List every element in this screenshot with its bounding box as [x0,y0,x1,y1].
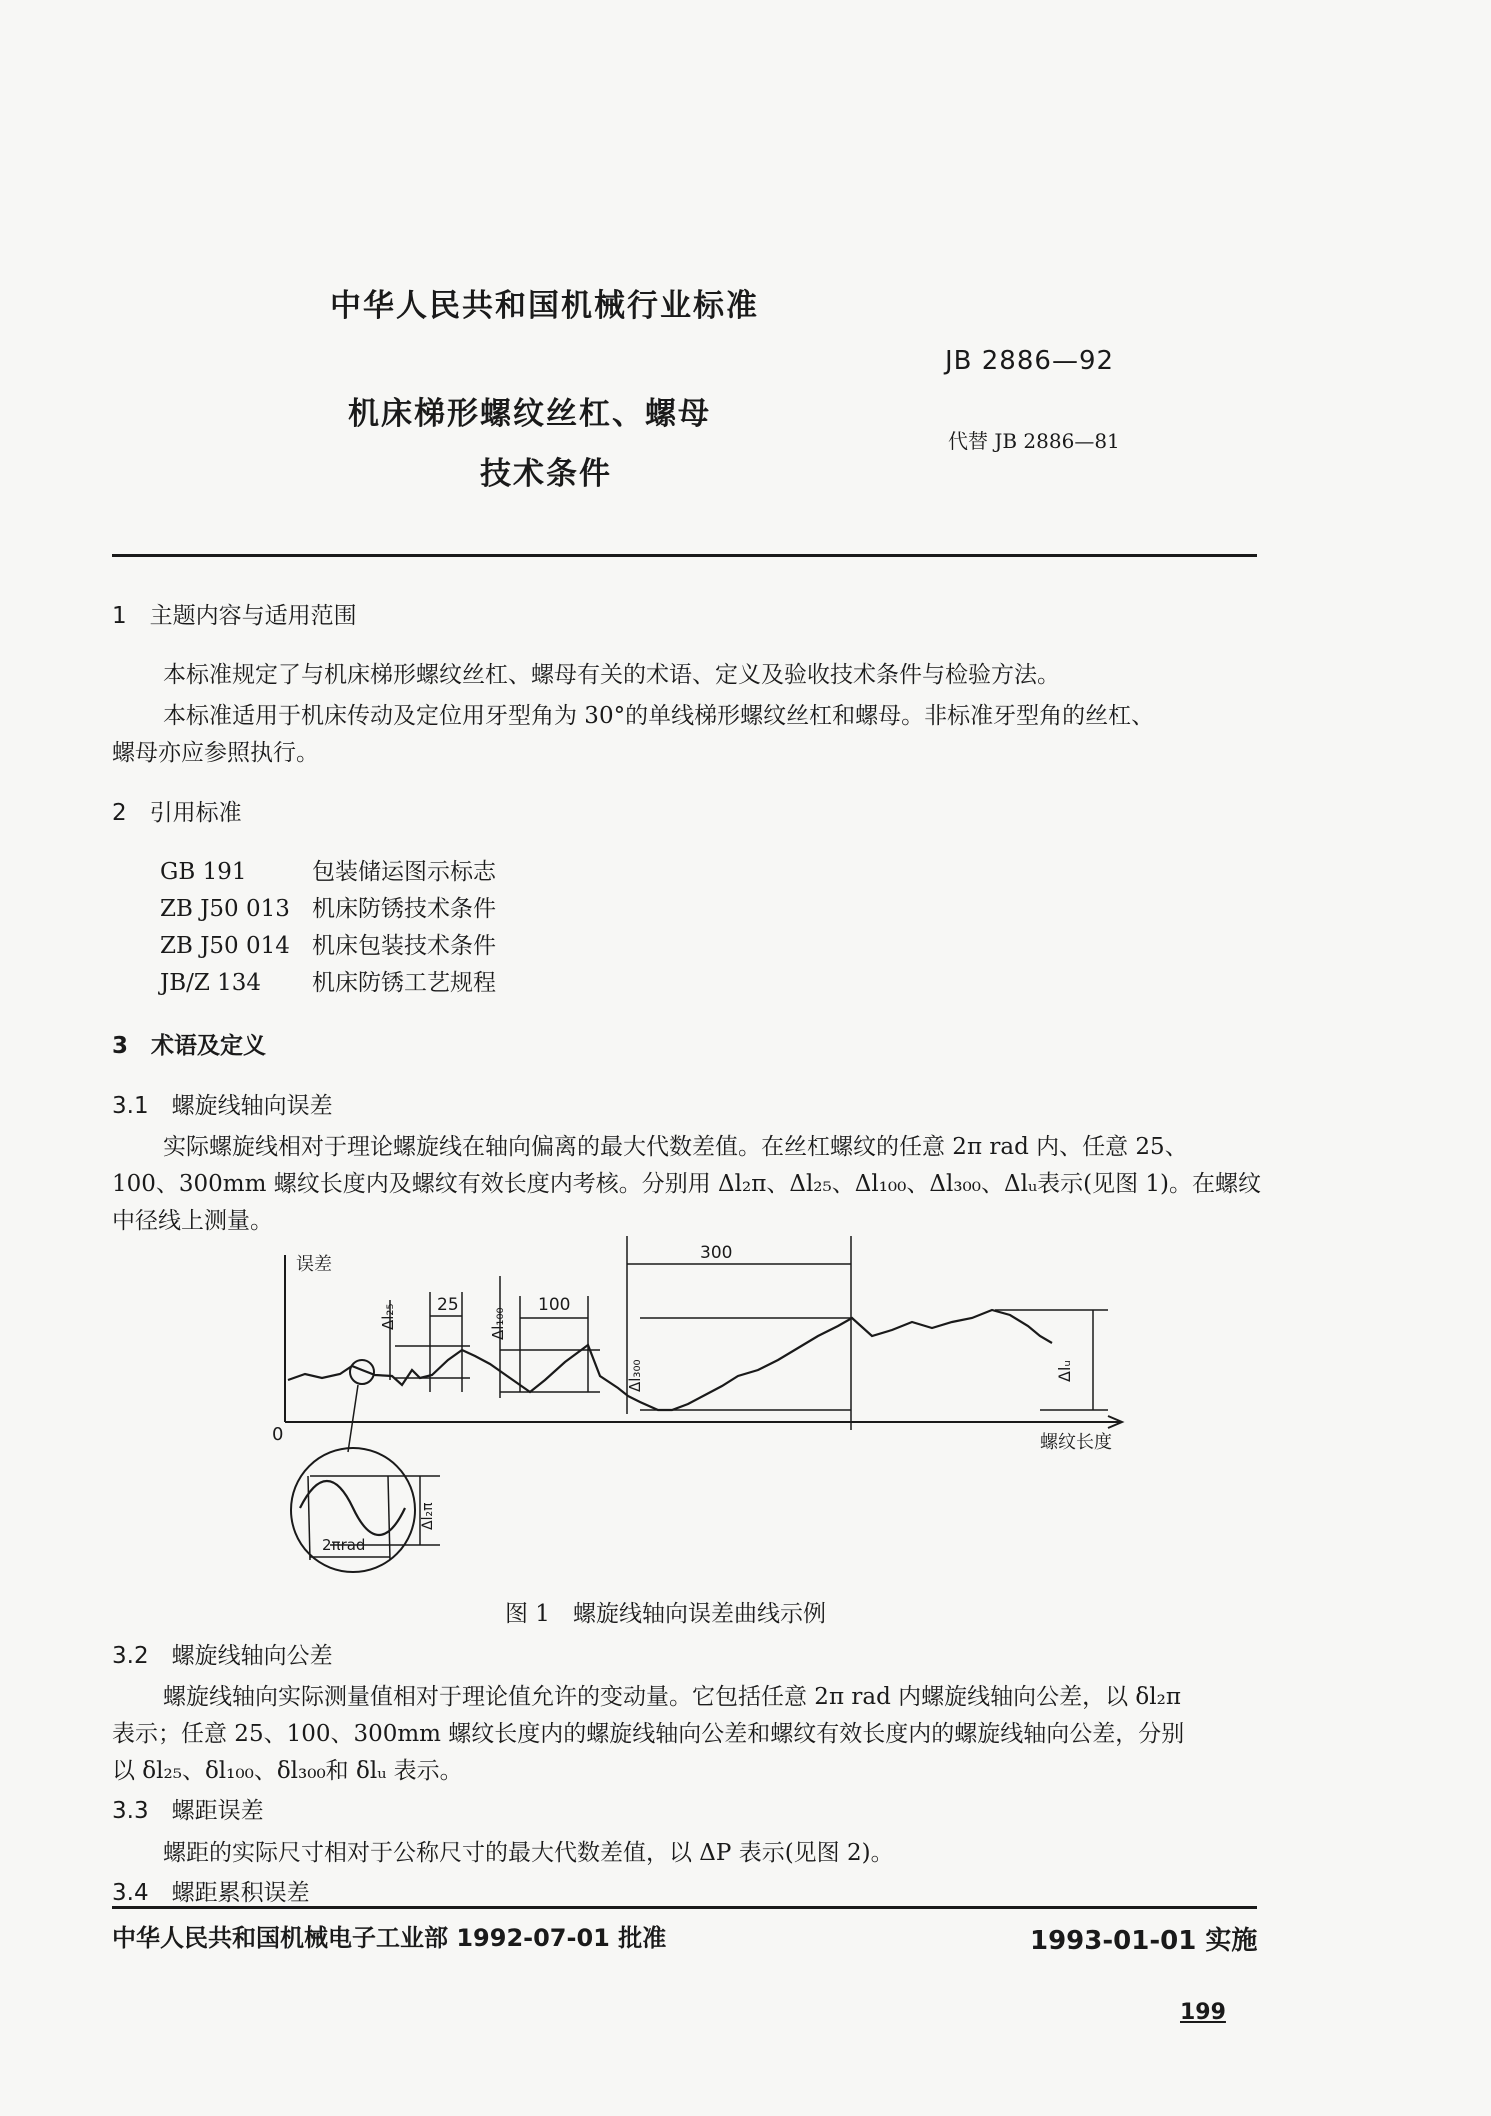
section-3-2-line-3: 以 δl₂₅、δl₁₀₀、δl₃₀₀和 δlᵤ 表示。 [112,1758,463,1784]
reference-title: 机床防锈技术条件 [312,896,496,922]
section-3-4-heading: 3.4 螺距累积误差 [112,1880,310,1906]
reference-code: ZB J50 013 [160,896,290,922]
reference-title: 包装储运图示标志 [312,859,496,885]
x-axis-label: 螺纹长度 [1040,1432,1112,1453]
dl100-label: Δl₁₀₀ [489,1307,507,1340]
dimension-300-label: 300 [700,1243,733,1263]
2pi-rad-label: 2πrad [322,1536,366,1554]
section-2-heading: 2 引用标准 [112,800,242,826]
document-title-line2: 技术条件 [480,456,612,492]
section-1-para-1: 本标准规定了与机床梯形螺纹丝杠、螺母有关的术语、定义及验收技术条件与检验方法。 [163,662,1060,688]
section-3-heading: 3 术语及定义 [112,1033,267,1059]
detail-guide-right [388,1476,390,1560]
section-3-3-line-1: 螺距的实际尺寸相对于公称尺寸的最大代数差值，以 ΔP 表示(见图 2)。 [163,1840,894,1866]
section-1-para-2a: 本标准适用于机床传动及定位用牙型角为 30°的单线梯形螺纹丝杠和螺母。非标准牙型角的丝杠、 [163,703,1155,729]
section-3-2-heading: 3.2 螺旋线轴向公差 [112,1643,333,1669]
dlu-label: Δlᵤ [1055,1360,1074,1382]
y-axis-label: 误差 [296,1254,332,1275]
page-number: 199 [1180,2000,1226,2025]
callout-leader [348,1385,358,1452]
section-3-1-heading: 3.1 螺旋线轴向误差 [112,1093,333,1119]
section-3-3-heading: 3.3 螺距误差 [112,1798,264,1824]
standard-code: JB 2886—92 [945,346,1115,376]
error-curve [288,1307,1052,1410]
dl2pi-label: Δl₂π [420,1502,436,1530]
section-3-2-line-2: 表示；任意 25、100、300mm 螺纹长度内的螺旋线轴向公差和螺纹有效长度内的螺旋线轴向公差，分别 [112,1721,1185,1747]
reference-title: 机床包装技术条件 [312,933,496,959]
section-1-heading: 1 主题内容与适用范围 [112,603,357,629]
reference-code: ZB J50 014 [160,933,290,959]
section-3-2-line-1: 螺旋线轴向实际测量值相对于理论值允许的变动量。它包括任意 2π rad 内螺旋线轴向公差，以 δl₂π [163,1684,1181,1710]
origin-label: 0 [272,1424,284,1445]
effective-date: 1993-01-01 实施 [1030,1926,1258,1956]
detail-callout-circle [350,1360,374,1384]
standard-body-title: 中华人民共和国机械行业标准 [330,288,759,324]
section-3-1-line-1: 实际螺旋线相对于理论螺旋线在轴向偏离的最大代数差值。在丝杠螺纹的任意 2π rad 内、任意 25、 [163,1134,1188,1160]
footer-rule [112,1906,1257,1909]
issuer-approval: 中华人民共和国机械电子工业部 1992-07-01 批准 [112,1924,667,1952]
figure-1-caption: 图 1 螺旋线轴向误差曲线示例 [505,1601,826,1627]
dl300-label: Δl₃₀₀ [626,1359,644,1392]
detail-guide-left [308,1476,310,1560]
dimension-100-label: 100 [538,1295,571,1315]
section-1-para-2b: 螺母亦应参照执行。 [112,740,319,766]
dl25-label: Δl₂₅ [379,1303,397,1330]
section-3-1-line-3: 中径线上测量。 [112,1208,273,1234]
replaces-standard: 代替 JB 2886—81 [948,429,1120,453]
reference-code: JB/Z 134 [160,970,262,996]
dimension-25-label: 25 [437,1295,459,1315]
reference-title: 机床防锈工艺规程 [312,970,496,996]
section-3-1-line-2: 100、300mm 螺纹长度内及螺纹有效长度内考核。分别用 Δl₂π、Δl₂₅、Δl₁₀₀、Δl₃₀₀、Δlᵤ表示(见图 1)。在螺纹 [112,1171,1262,1197]
reference-code: GB 191 [160,859,247,885]
document-title-line1: 机床梯形螺纹丝杠、螺母 [348,396,711,432]
